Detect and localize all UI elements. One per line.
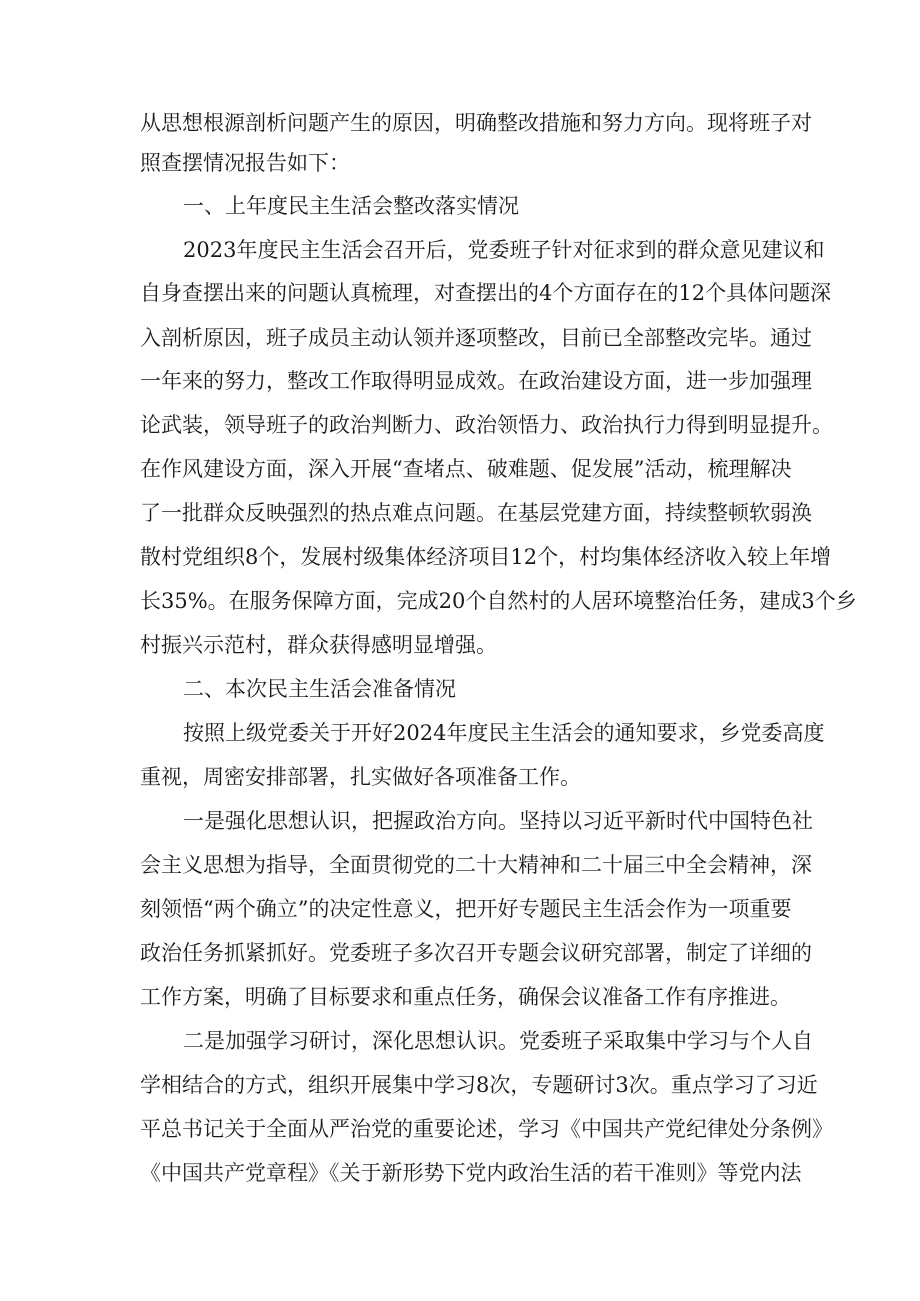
text-line: 照查摆情况报告如下： <box>140 151 350 175</box>
text-line: 了一批群众反映强烈的热点难点问题。在基层党建方面，持续整顿软弱涣 <box>140 501 812 525</box>
text-line: 《中国共产党章程》《关于新形势下党内政治生活的若干准则》等党内法 <box>140 1161 802 1185</box>
text-line: 工作方案，明确了目标要求和重点任务，确保会议准备工作有序推进。 <box>140 985 791 1009</box>
text-line: 二是加强学习研讨，深化思想认识。党委班子采取集中学习与个人自 <box>183 1029 813 1053</box>
section-heading: 二、本次民主生活会准备情况 <box>183 677 456 701</box>
text-line: 论武装，领导班子的政治判断力、政治领悟力、政治执行力得到明显提升。 <box>140 413 833 437</box>
text-line: 一是强化思想认识，把握政治方向。坚持以习近平新时代中国特色社 <box>183 809 813 833</box>
text-line: 在作风建设方面，深入开展“查堵点、破难题、促发展”活动，梳理解决 <box>140 457 792 481</box>
text-line: 入剖析原因，班子成员主动认领并逐项整改，目前已全部整改完毕。通过 <box>140 326 812 350</box>
text-line: 重视，周密安排部署，扎实做好各项准备工作。 <box>140 765 581 789</box>
text-line: 长35%。在服务保障方面，完成20个自然村的人居环境整治任务，建成3个乡 <box>140 589 857 613</box>
text-line: 2023年度民主生活会召开后，党委班子针对征求到的群众意见建议和 <box>183 238 825 262</box>
text-line: 从思想根源剖析问题产生的原因，明确整改措施和努力方向。现将班子对 <box>140 111 812 135</box>
text-line: 一年来的努力，整改工作取得明显成效。在政治建设方面，进一步加强理 <box>140 369 812 393</box>
section-heading: 一、上年度民主生活会整改落实情况 <box>183 194 519 218</box>
text-line: 散村党组织8个，发展村级集体经济项目12个，村均集体经济收入较上年增 <box>140 545 832 569</box>
text-line: 会主义思想为指导，全面贯彻党的二十大精神和二十届三中全会精神，深 <box>140 853 812 877</box>
text-line: 村振兴示范村，群众获得感明显增强。 <box>140 633 497 657</box>
text-line: 平总书记关于全面从严治党的重要论述，学习《中国共产党纪律处分条例》 <box>140 1117 833 1141</box>
text-line: 自身查摆出来的问题认真梳理，对查摆出的4个方面存在的12个具体问题深 <box>140 281 832 305</box>
text-line: 按照上级党委关于开好2024年度民主生活会的通知要求，乡党委高度 <box>183 721 825 745</box>
text-line: 政治任务抓紧抓好。党委班子多次召开专题会议研究部署，制定了详细的 <box>140 941 812 965</box>
text-line: 学相结合的方式，组织开展集中学习8次，专题研讨3次。重点学习了习近 <box>140 1073 818 1097</box>
text-line: 刻领悟“两个确立”的决定性意义，把开好专题民主生活会作为一项重要 <box>140 897 792 921</box>
